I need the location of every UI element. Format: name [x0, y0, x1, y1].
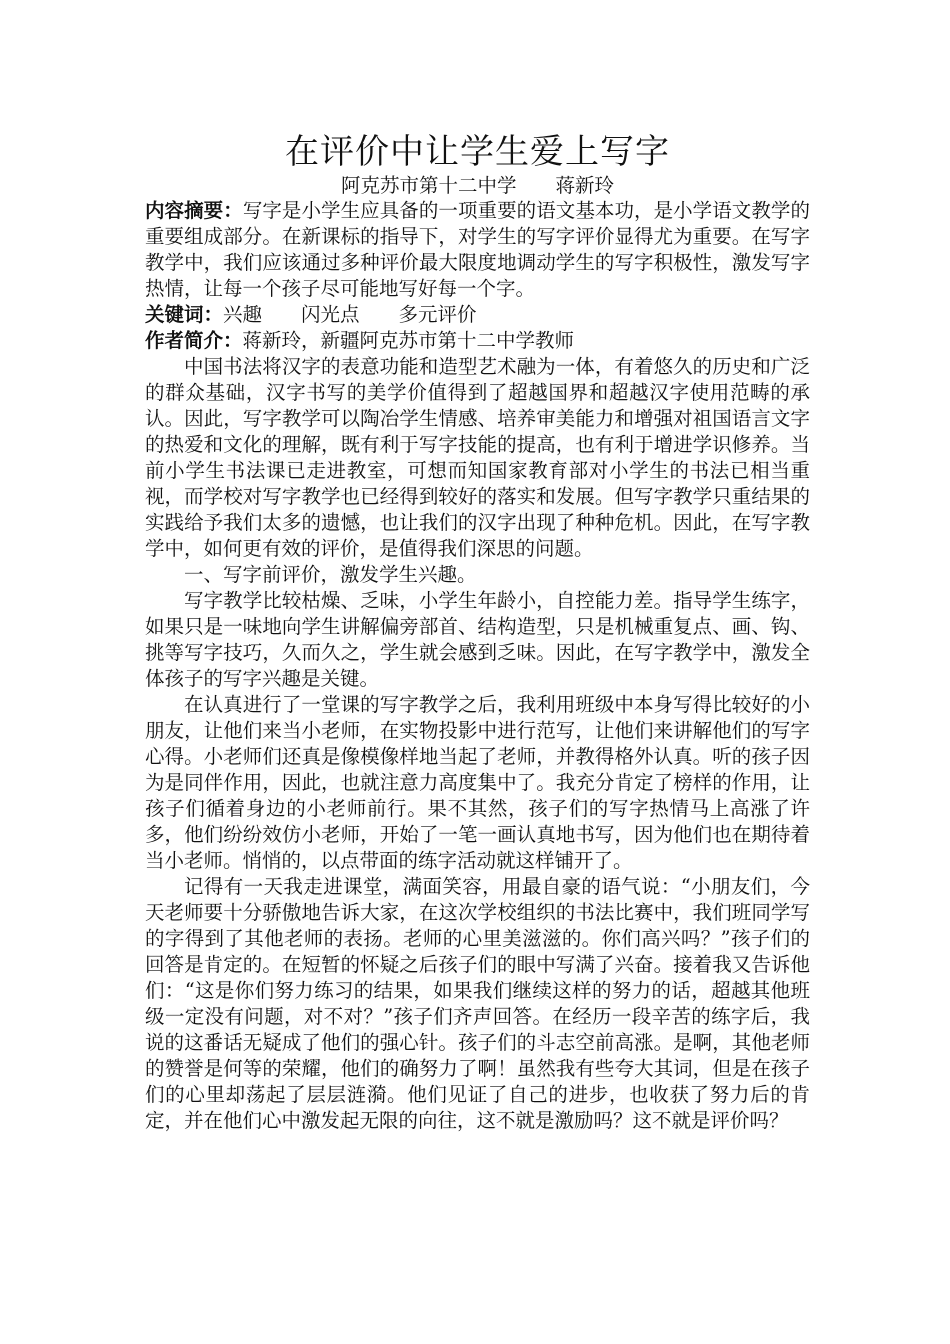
article-title: 在评价中让学生爱上写字: [285, 132, 670, 172]
abstract-text: 写字是小学生应具备的一项重要的语文基本功，是小学语文教学的重要组成部分。在新课标的指导下，对学生的写字评价显得尤为重要。在写字教学中，我们应该通过多种评价最大限度地调动学生的写字积极性，激发写字热情，让每一个孩子尽可能地写好每一个字。: [145, 199, 810, 300]
body-paragraph: 在认真进行了一堂课的写字教学之后，我利用班级中本身写得比较好的小朋友，让他们来当小老师，在实物投影中进行范写，让他们来讲解他们的写字心得。小老师们还真是像模像样地当起了老师，并教得格外认真。听的孩子因为是同伴作用，因此，也就注意力高度集中了。我充分肯定了榜样的作用，让孩子们循着身边的小老师前行。果不其然，孩子们的写字热情马上高涨了许多，他们纷纷效仿小老师，开始了一笔一画认真地书写，因为他们也在期待着当小老师。悄悄的，以点带面的练字活动就这样铺开了。: [145, 693, 810, 872]
author-intro-label: 作者简介：: [145, 329, 243, 352]
keywords-label: 关键词：: [145, 303, 224, 326]
abstract: [145, 198, 810, 302]
document-page: [145, 130, 810, 1134]
author-byline: 阿克苏市第十二中学 蒋新玲: [340, 174, 614, 197]
abstract-label: 内容摘要：: [145, 199, 243, 222]
keywords: [145, 302, 810, 328]
body-paragraph: 中国书法将汉字的表意功能和造型艺术融为一体，有着悠久的历史和广泛的群众基础，汉字书写的美学价值得到了超越国界和超越汉字使用范畴的承认。因此，写字教学可以陶冶学生情感、培养审美能力和增强对祖国语言文字的热爱和文化的理解，既有利于写字技能的提高，也有利于增进学识修养。当前小学生书法课已走进教室，可想而知国家教育部对小学生的书法已相当重视，而学校对写字教学也已经得到较好的落实和发展。但写字教学只重结果的实践给予我们太多的遗憾，也让我们的汉字出现了种种危机。因此，在写字教学中，如何更有效的评价，是值得我们深思的问题。: [145, 355, 810, 560]
author-intro-text: 蒋新玲，新疆阿克苏市第十二中学教师: [242, 329, 575, 352]
body-paragraph: 写字教学比较枯燥、乏味，小学生年龄小，自控能力差。指导学生练字，如果只是一味地向学生讲解偏旁部首、结构造型，只是机械重复点、画、钩、挑等写字技巧，久而久之，学生就会感到乏味。因此，在写字教学中，激发全体孩子的写字兴趣是关键。: [145, 589, 810, 690]
keywords-text: 兴趣 闪光点 多元评价: [223, 303, 477, 326]
section-heading: 一、写字前评价，激发学生兴趣。: [184, 563, 477, 586]
body-paragraph: 记得有一天我走进课堂，满面笑容，用最自豪的语气说：“小朋友们，今天老师要十分骄傲地告诉大家，在这次学校组织的书法比赛中，我们班同学写的字得到了其他老师的表扬。老师的心里美滋滋的。你们高兴吗？”孩子们的回答是肯定的。在短暂的怀疑之后孩子们的眼中写满了兴奋。接着我又告诉他们：“这是你们努力练习的结果，如果我们继续这样的努力的话，超越其他班级一定没有问题，对不对？”孩子们齐声回答。在经历一段辛苦的练字后，我说的这番话无疑成了他们的强心针。孩子们的斗志空前高涨。是啊，其他老师的赞誉是何等的荣耀，他们的确努力了啊！虽然我有些夸大其词，但是在孩子们的心里却荡起了层层涟漪。他们见证了自己的进步，也收获了努力后的肯定，并在他们心中激发起无限的向往，这不就是激励吗？这不就是评价吗？: [145, 875, 810, 1132]
author-intro: [145, 328, 810, 354]
